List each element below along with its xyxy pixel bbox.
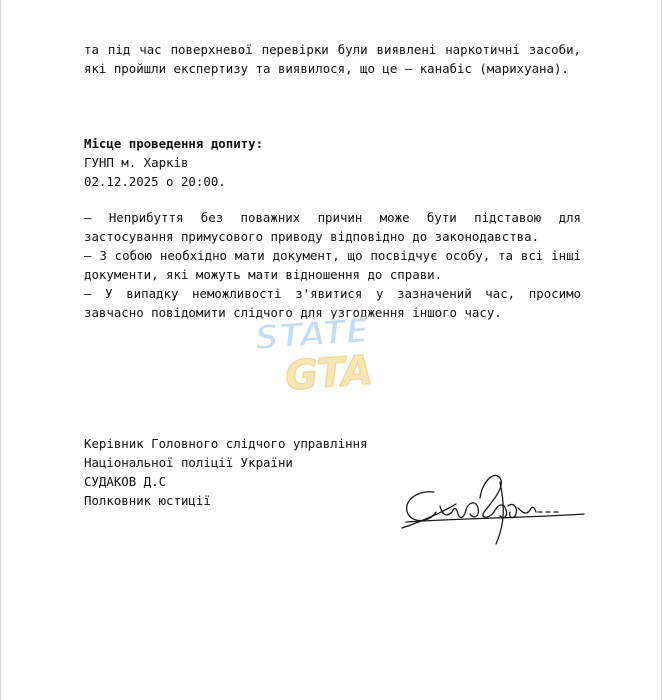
note-item: – Неприбуття без поважних причин може бути підставою для застосування примусового приводу відповідно до законодавства. bbox=[84, 210, 581, 244]
handwritten-signature bbox=[396, 462, 596, 552]
location-block bbox=[84, 134, 263, 191]
intro-paragraph: та під час поверхневої перевірки були виявлені наркотичні засоби, які пройшли експертизу та виявилося, що це – канабіс (марихуана). bbox=[84, 42, 581, 76]
svg-text:STATE: STATE bbox=[253, 310, 371, 359]
signatory-name: СУДАКОВ Д.С bbox=[84, 474, 167, 489]
note-item: – У випадку неможливості з'явитися у зазначений час, просимо завчасно повідомити слідчого для узгодження іншого часу. bbox=[84, 286, 581, 320]
location-datetime: 02.12.2025 о 20:00. bbox=[84, 174, 226, 189]
signatory-block bbox=[84, 434, 367, 510]
signatory-position-line2: Національної поліції України bbox=[84, 455, 293, 470]
watermark-text: GTA bbox=[283, 347, 374, 400]
location-heading: Місце проведення допиту: bbox=[84, 136, 264, 151]
note-item: – З собою необхідно мати документ, що посвідчує особу, та всі інші документи, які можуть мати відношення до справи. bbox=[84, 248, 581, 282]
signatory-position-line1: Керівник Головного слідчого управління bbox=[84, 436, 368, 451]
notes-block bbox=[84, 208, 581, 322]
location-place: ГУНП м. Харків bbox=[84, 155, 189, 170]
signatory-rank: Полковник юстиції bbox=[84, 493, 211, 508]
